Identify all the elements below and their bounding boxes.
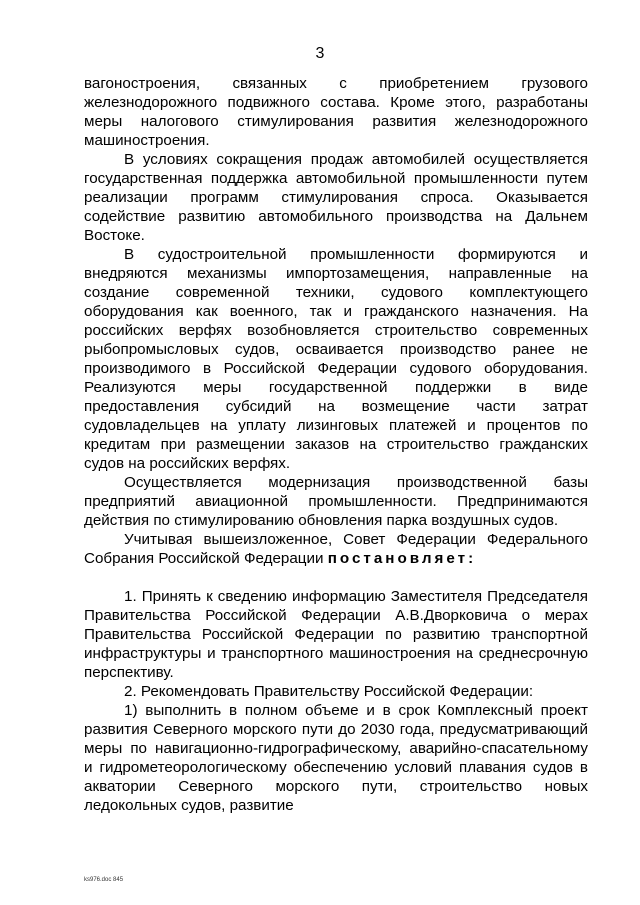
resolution-intro bbox=[84, 530, 588, 568]
file-footer: ks976.doc 845 bbox=[84, 877, 124, 883]
paragraph-railway: вагоностроения, связанных с приобретением грузового железнодорожного подвижного состава. Кроме этого, разработаны меры налогового стимулирования развития железнодорожного машиностроения. bbox=[84, 75, 588, 149]
item-2-1-northern-sea-route: 1) выполнить в полном объеме и в срок Комплексный проект развития Северного морского пути до 2030 года, предусматривающий меры по навигационно-гидрографическому, аварийно-спасательному и гидрометеорологическому обеспечению условий плавания судов в акватории Северного морского пути, строительство новых ледокольных судов, развитие bbox=[84, 702, 588, 814]
item-1-acknowledge: 1. Принять к сведению информацию Заместителя Председателя Правительства Российской Федерации А.В.Дворковича о мерах Правительства Российской Федерации по развитию транспортной инфраструктуры и транспортного машиностроения на среднесрочную перспективу. bbox=[84, 588, 588, 681]
document-body bbox=[84, 74, 588, 815]
resolution-verb: постановляет: bbox=[327, 550, 477, 567]
page-number: 3 bbox=[315, 45, 325, 62]
item-2-recommend: 2. Рекомендовать Правительству Российской Федерации: bbox=[124, 683, 534, 700]
paragraph-aviation: Осуществляется модернизация производственной базы предприятий авиационной промышленности. Предпринимаются действия по стимулированию обновления парка воздушных судов. bbox=[84, 474, 588, 529]
resolution-intro-text: Учитывая вышеизложенное, Совет Федерации Федерального Собрания Российской Федерации bbox=[84, 531, 588, 567]
paragraph-shipbuilding: В судостроительной промышленности формируются и внедряются механизмы импортозамещения, направленные на создание современной техники, судового комплектующего оборудования как военного, так и гражданского назначения. На российских верфях возобновляется строительство современных рыбопромысловых судов, осваивается производство ранее не производимого в Российской Федерации судового оборудования. Реализуются меры государственной поддержки в виде предоставления субсидий на возмещение части затрат судовладельцев на уплату лизинговых платежей и процентов по кредитам при размещении заказов на строительство гражданских судов на российских верфях. bbox=[84, 246, 588, 472]
paragraph-automotive: В условиях сокращения продаж автомобилей осуществляется государственная поддержка автомобильной промышленности путем реализации программ стимулирования спроса. Оказывается содействие развитию автомобильного производства на Дальнем Востоке. bbox=[84, 151, 588, 244]
